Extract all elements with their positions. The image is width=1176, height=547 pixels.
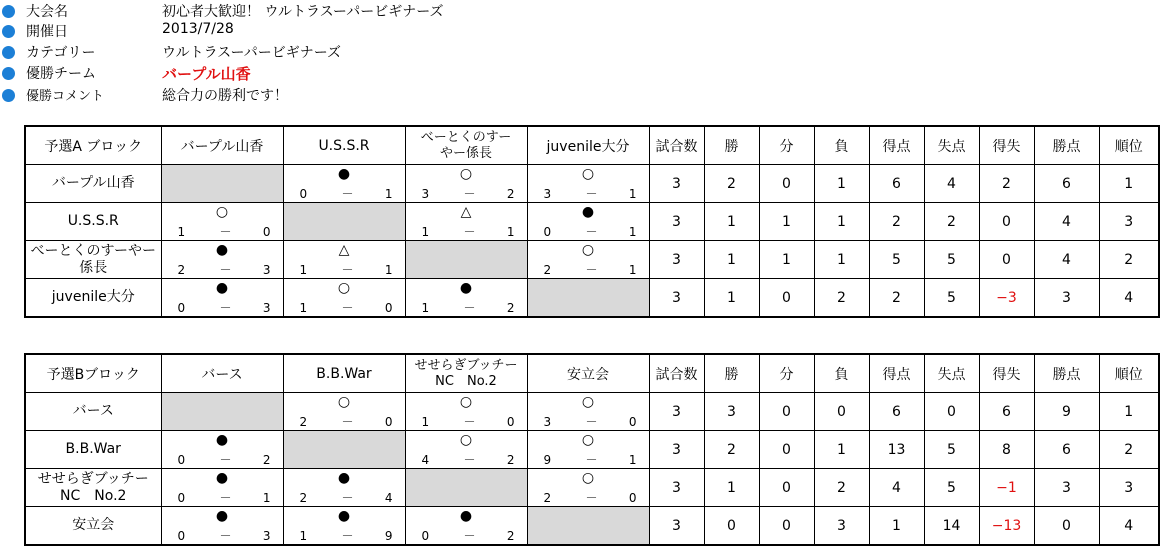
stat-cell: 2 <box>704 431 759 469</box>
info-value: 2013/7/28 <box>162 21 234 37</box>
score-dash: － <box>219 529 232 543</box>
stat-cell: 3 <box>1099 469 1159 507</box>
stat-cell: 1 <box>814 241 869 279</box>
stat-column-header: 負 <box>814 126 869 165</box>
stat-cell: 6 <box>979 393 1034 431</box>
stat-cell: 0 <box>1034 507 1099 546</box>
row-team-name: B.B.War <box>25 431 161 469</box>
stat-cell: 1 <box>759 241 814 279</box>
result-mark: ● <box>459 508 473 524</box>
stat-cell: 4 <box>924 165 979 203</box>
header-row <box>25 126 1159 165</box>
match-result-cell <box>161 279 283 318</box>
stat-cell: 3 <box>649 203 704 241</box>
match-result-cell <box>405 431 527 469</box>
stat-cell: 4 <box>1034 241 1099 279</box>
score-dash: － <box>219 263 232 277</box>
stat-column-header: 試合数 <box>649 354 704 393</box>
stat-cell: 2 <box>979 165 1034 203</box>
self-match-cell <box>283 431 405 469</box>
score-right: 9 <box>384 529 393 543</box>
match-result-cell <box>527 469 649 507</box>
stat-column-header: 勝点 <box>1034 354 1099 393</box>
stat-cell: −3 <box>979 279 1034 318</box>
stat-column-header: 得失 <box>979 126 1034 165</box>
result-mark: ● <box>581 204 595 220</box>
match-result-cell <box>405 165 527 203</box>
score-left: 3 <box>543 187 552 201</box>
score-left: 1 <box>421 225 430 239</box>
row-team-name: せせらぎブッチー NC No.2 <box>25 469 161 507</box>
score-dash: － <box>219 225 232 239</box>
score-right: 0 <box>262 225 271 239</box>
match-result-cell <box>405 393 527 431</box>
match-result-cell <box>161 431 283 469</box>
stat-cell: 3 <box>649 165 704 203</box>
stat-column-header: 順位 <box>1099 354 1159 393</box>
score-left: 1 <box>299 301 308 315</box>
score-dash: － <box>341 187 354 201</box>
stat-cell: 1 <box>869 507 924 546</box>
block-b-table <box>24 353 1160 546</box>
stat-column-header: 試合数 <box>649 126 704 165</box>
stat-cell: 1 <box>814 431 869 469</box>
stat-cell: 0 <box>759 469 814 507</box>
stat-cell: 2 <box>869 279 924 318</box>
score-right: 2 <box>506 301 515 315</box>
block-title: 予選Bブロック <box>25 354 161 393</box>
score-right: 1 <box>262 491 271 505</box>
stat-cell: 5 <box>869 241 924 279</box>
team-column-header: 安立会 <box>527 354 649 393</box>
stat-cell: 5 <box>924 469 979 507</box>
stat-column-header: 分 <box>759 126 814 165</box>
match-result-cell <box>161 203 283 241</box>
stat-cell: 2 <box>1099 431 1159 469</box>
result-mark: ○ <box>215 204 229 220</box>
match-result-cell <box>283 507 405 546</box>
row-team-name: バープル山香 <box>25 165 161 203</box>
team-row <box>25 203 1159 241</box>
result-mark: ○ <box>459 432 473 448</box>
result-mark: ○ <box>581 394 595 410</box>
result-mark: ● <box>215 280 229 296</box>
info-label: 大会名 <box>26 4 68 20</box>
stat-cell: 9 <box>1034 393 1099 431</box>
info-value: 総合力の勝利です！ <box>162 88 288 104</box>
score-dash: － <box>341 529 354 543</box>
stat-cell: 0 <box>704 507 759 546</box>
score-dash: － <box>219 453 232 467</box>
stat-cell: 1 <box>1099 393 1159 431</box>
stat-cell: 3 <box>704 393 759 431</box>
info-label: 優勝コメント <box>26 89 105 104</box>
stat-cell: 0 <box>979 203 1034 241</box>
score-dash: － <box>463 187 476 201</box>
stat-cell: 3 <box>1034 279 1099 318</box>
row-team-name: 安立会 <box>25 507 161 546</box>
stat-cell: 3 <box>1099 203 1159 241</box>
score-dash: － <box>219 301 232 315</box>
stat-column-header: 勝 <box>704 354 759 393</box>
result-mark: ○ <box>459 394 473 410</box>
team-column-header: バース <box>161 354 283 393</box>
stat-cell: 0 <box>759 431 814 469</box>
match-result-cell <box>405 279 527 318</box>
stat-cell: 1 <box>814 165 869 203</box>
score-left: 1 <box>421 415 430 429</box>
score-dash: － <box>341 491 354 505</box>
result-mark: ○ <box>337 394 351 410</box>
result-mark: ● <box>215 470 229 486</box>
score-dash: － <box>341 415 354 429</box>
result-mark: ● <box>337 470 351 486</box>
match-result-cell <box>161 469 283 507</box>
stat-cell: 4 <box>1034 203 1099 241</box>
stat-cell: 1 <box>759 203 814 241</box>
team-column-header: B.B.War <box>283 354 405 393</box>
winner-team-name: バープル山香 <box>162 65 251 83</box>
stat-column-header: 勝 <box>704 126 759 165</box>
match-result-cell <box>405 203 527 241</box>
score-dash: － <box>585 415 598 429</box>
match-result-cell <box>161 507 283 546</box>
stat-column-header: 失点 <box>924 126 979 165</box>
stat-cell: 3 <box>649 241 704 279</box>
stat-cell: 4 <box>1099 279 1159 318</box>
info-label: 開催日 <box>26 24 68 40</box>
team-column-header: せせらぎブッチー NC No.2 <box>405 354 527 393</box>
score-dash: － <box>463 225 476 239</box>
score-right: 1 <box>628 187 637 201</box>
score-left: 3 <box>421 187 430 201</box>
stat-cell: 1 <box>704 203 759 241</box>
score-right: 0 <box>384 415 393 429</box>
stat-cell: 2 <box>704 165 759 203</box>
result-mark: ● <box>459 280 473 296</box>
stat-cell: 0 <box>814 393 869 431</box>
stat-cell: 6 <box>1034 431 1099 469</box>
stat-column-header: 得失 <box>979 354 1034 393</box>
stat-cell: 5 <box>924 241 979 279</box>
team-row <box>25 393 1159 431</box>
stat-cell: 6 <box>869 165 924 203</box>
team-row <box>25 241 1159 279</box>
row-team-name: べーとくのすーやー 係長 <box>25 241 161 279</box>
score-right: 1 <box>628 453 637 467</box>
self-match-cell <box>283 203 405 241</box>
score-right: 2 <box>506 529 515 543</box>
block-a-table <box>24 125 1160 318</box>
header-row <box>25 354 1159 393</box>
stat-cell: 0 <box>759 393 814 431</box>
score-right: 1 <box>628 263 637 277</box>
score-dash: － <box>585 225 598 239</box>
score-right: 1 <box>506 225 515 239</box>
stat-cell: 2 <box>924 203 979 241</box>
stat-cell: 2 <box>814 469 869 507</box>
result-mark: ● <box>215 432 229 448</box>
score-left: 4 <box>421 453 430 467</box>
score-dash: － <box>341 301 354 315</box>
bullet-icon <box>2 67 15 80</box>
self-match-cell <box>527 507 649 546</box>
match-result-cell <box>161 241 283 279</box>
match-result-cell <box>527 241 649 279</box>
stat-column-header: 分 <box>759 354 814 393</box>
score-right: 3 <box>262 263 271 277</box>
stat-cell: 5 <box>924 279 979 318</box>
stat-cell: 0 <box>759 279 814 318</box>
self-match-cell <box>161 393 283 431</box>
stat-column-header: 得点 <box>869 354 924 393</box>
team-column-header: べーとくのすー やー係長 <box>405 126 527 165</box>
stat-cell: 8 <box>979 431 1034 469</box>
team-column-header: バープル山香 <box>161 126 283 165</box>
match-result-cell <box>283 279 405 318</box>
score-left: 0 <box>177 491 186 505</box>
stat-cell: 2 <box>869 203 924 241</box>
score-left: 0 <box>177 453 186 467</box>
stat-cell: 1 <box>704 469 759 507</box>
result-mark: ● <box>215 242 229 258</box>
score-right: 1 <box>384 187 393 201</box>
stat-cell: 2 <box>1099 241 1159 279</box>
stat-cell: 3 <box>649 393 704 431</box>
result-mark: ○ <box>581 470 595 486</box>
self-match-cell <box>527 279 649 318</box>
score-right: 1 <box>628 225 637 239</box>
score-right: 0 <box>628 415 637 429</box>
score-left: 0 <box>177 529 186 543</box>
stat-cell: 1 <box>814 203 869 241</box>
match-result-cell <box>527 431 649 469</box>
info-label: カテゴリー <box>26 45 96 61</box>
score-right: 3 <box>262 529 271 543</box>
team-row <box>25 507 1159 546</box>
result-mark: ● <box>337 166 351 182</box>
bullet-icon <box>2 25 15 38</box>
score-left: 1 <box>299 529 308 543</box>
score-left: 1 <box>421 301 430 315</box>
score-dash: － <box>463 453 476 467</box>
stat-cell: 3 <box>649 507 704 546</box>
score-left: 3 <box>543 415 552 429</box>
match-result-cell <box>283 469 405 507</box>
score-dash: － <box>585 453 598 467</box>
result-mark: ○ <box>581 242 595 258</box>
score-left: 1 <box>177 225 186 239</box>
score-dash: － <box>463 415 476 429</box>
score-dash: － <box>341 263 354 277</box>
match-result-cell <box>527 165 649 203</box>
score-left: 0 <box>421 529 430 543</box>
info-value: ウルトラスーパービギナーズ <box>162 45 342 61</box>
match-result-cell <box>283 165 405 203</box>
score-dash: － <box>219 491 232 505</box>
stat-cell: 1 <box>704 241 759 279</box>
result-mark: ● <box>215 508 229 524</box>
score-left: 2 <box>177 263 186 277</box>
stat-cell: 3 <box>649 469 704 507</box>
stat-cell: 5 <box>924 431 979 469</box>
score-right: 1 <box>384 263 393 277</box>
score-right: 2 <box>506 187 515 201</box>
stat-cell: 3 <box>814 507 869 546</box>
info-value: 初心者大歓迎！ ウルトラスーパービギナーズ <box>162 4 444 20</box>
team-column-header: juvenile大分 <box>527 126 649 165</box>
score-right: 2 <box>506 453 515 467</box>
stat-column-header: 負 <box>814 354 869 393</box>
info-row-tournament-name <box>0 0 700 22</box>
stat-cell: 2 <box>814 279 869 318</box>
info-row-comment <box>0 84 700 106</box>
score-dash: － <box>585 491 598 505</box>
stat-cell: 0 <box>759 165 814 203</box>
stat-column-header: 失点 <box>924 354 979 393</box>
score-right: 4 <box>384 491 393 505</box>
stat-cell: −13 <box>979 507 1034 546</box>
self-match-cell <box>405 241 527 279</box>
stat-cell: 4 <box>1099 507 1159 546</box>
score-dash: － <box>463 301 476 315</box>
row-team-name: U.S.S.R <box>25 203 161 241</box>
stat-column-header: 勝点 <box>1034 126 1099 165</box>
info-row-date <box>0 20 700 42</box>
result-mark: ○ <box>337 280 351 296</box>
score-right: 0 <box>506 415 515 429</box>
row-team-name: juvenile大分 <box>25 279 161 318</box>
stat-cell: 3 <box>1034 469 1099 507</box>
team-row <box>25 279 1159 318</box>
result-mark: ● <box>337 508 351 524</box>
match-result-cell <box>405 507 527 546</box>
score-left: 0 <box>299 187 308 201</box>
match-result-cell <box>527 393 649 431</box>
stat-cell: 6 <box>869 393 924 431</box>
score-right: 0 <box>628 491 637 505</box>
team-row <box>25 469 1159 507</box>
stat-cell: 6 <box>1034 165 1099 203</box>
stat-cell: −1 <box>979 469 1034 507</box>
stat-cell: 3 <box>649 279 704 318</box>
team-row <box>25 165 1159 203</box>
stat-column-header: 得点 <box>869 126 924 165</box>
stat-cell: 0 <box>759 507 814 546</box>
score-right: 2 <box>262 453 271 467</box>
self-match-cell <box>161 165 283 203</box>
stat-cell: 4 <box>869 469 924 507</box>
score-left: 0 <box>543 225 552 239</box>
stat-cell: 0 <box>924 393 979 431</box>
score-dash: － <box>585 187 598 201</box>
score-right: 0 <box>384 301 393 315</box>
team-column-header: U.S.S.R <box>283 126 405 165</box>
info-row-category <box>0 41 700 63</box>
result-mark: ○ <box>459 166 473 182</box>
stat-cell: 1 <box>1099 165 1159 203</box>
bullet-icon <box>2 46 15 59</box>
score-left: 2 <box>299 491 308 505</box>
score-left: 9 <box>543 453 552 467</box>
match-result-cell <box>527 203 649 241</box>
score-left: 2 <box>543 263 552 277</box>
score-left: 2 <box>299 415 308 429</box>
stat-cell: 3 <box>649 431 704 469</box>
result-mark: △ <box>338 242 350 258</box>
score-left: 1 <box>299 263 308 277</box>
self-match-cell <box>405 469 527 507</box>
result-mark: △ <box>460 204 472 220</box>
stat-cell: 0 <box>979 241 1034 279</box>
match-result-cell <box>283 393 405 431</box>
score-left: 0 <box>177 301 186 315</box>
team-row <box>25 431 1159 469</box>
result-mark: ○ <box>581 166 595 182</box>
bullet-icon <box>2 89 15 102</box>
score-right: 3 <box>262 301 271 315</box>
info-row-winner <box>0 62 700 84</box>
score-dash: － <box>463 529 476 543</box>
stat-cell: 13 <box>869 431 924 469</box>
score-dash: － <box>585 263 598 277</box>
stat-cell: 14 <box>924 507 979 546</box>
result-mark: ○ <box>581 432 595 448</box>
info-label: 優勝チーム <box>26 66 96 82</box>
block-title: 予選A ブロック <box>25 126 161 165</box>
match-result-cell <box>283 241 405 279</box>
bullet-icon <box>2 5 15 18</box>
row-team-name: バース <box>25 393 161 431</box>
stat-cell: 1 <box>704 279 759 318</box>
score-left: 2 <box>543 491 552 505</box>
stat-column-header: 順位 <box>1099 126 1159 165</box>
